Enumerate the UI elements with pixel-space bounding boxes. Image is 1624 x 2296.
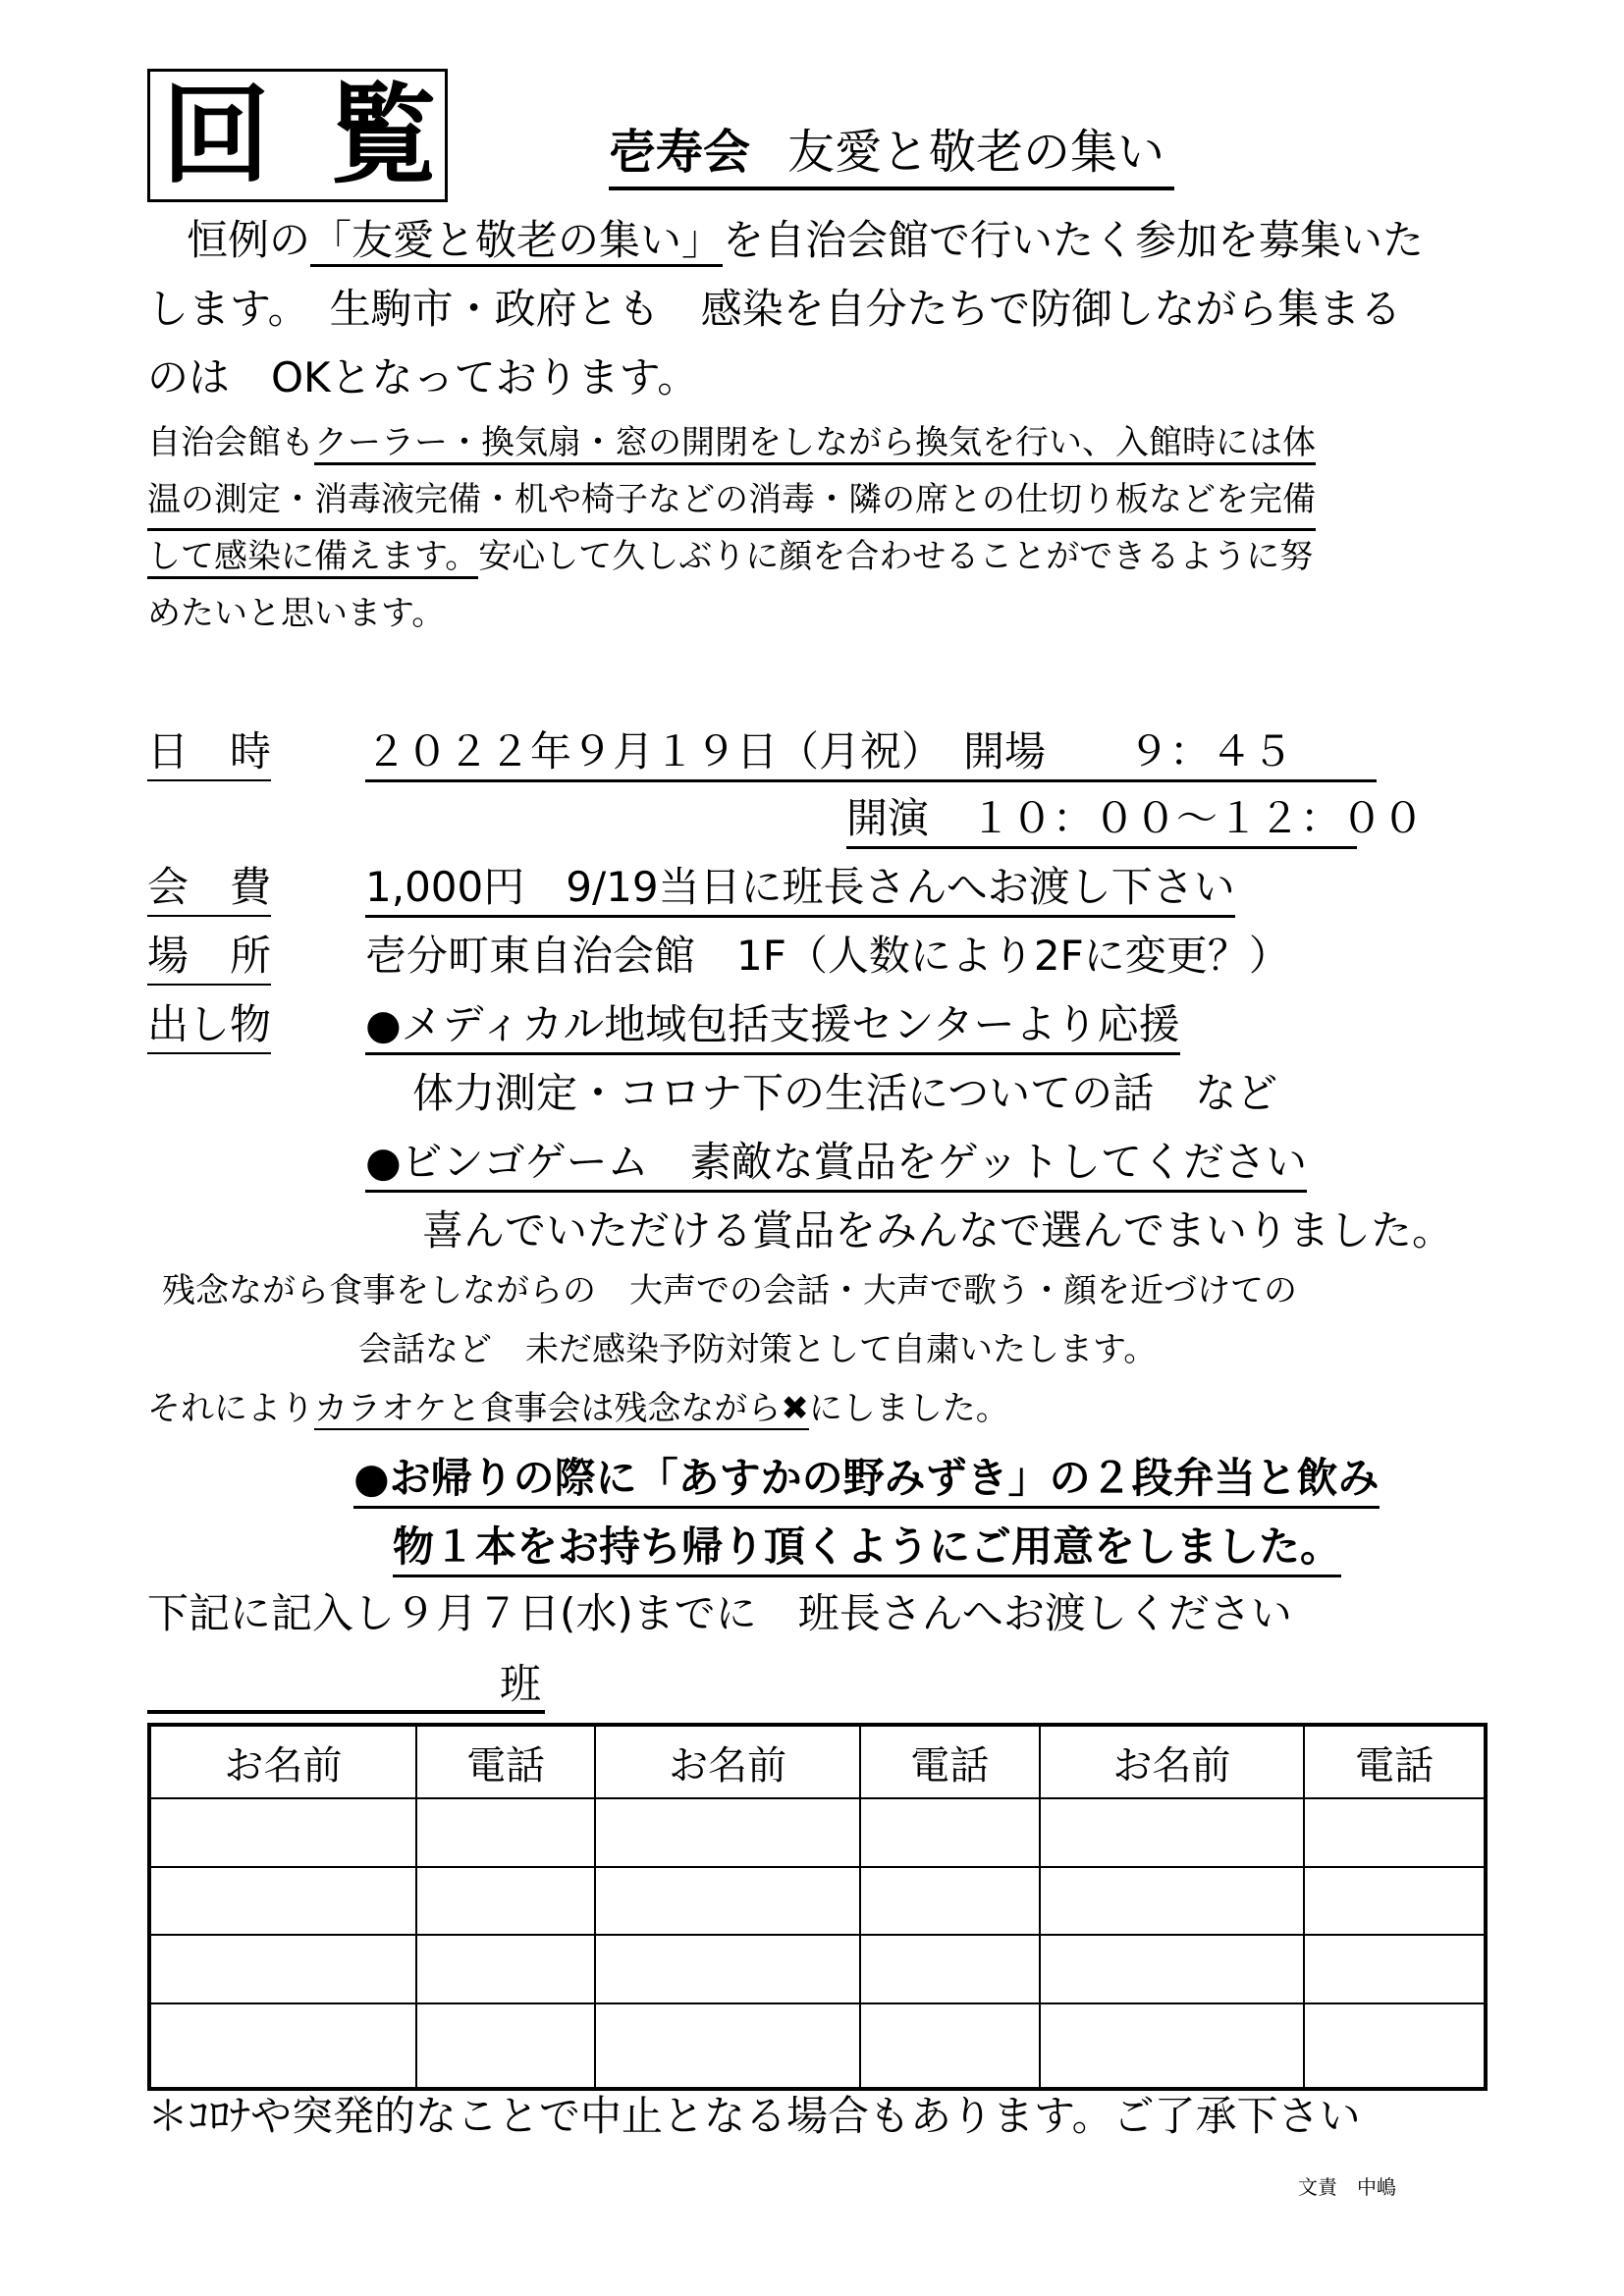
cell-phone[interactable] <box>416 1935 596 2003</box>
group-field[interactable] <box>147 1659 545 1714</box>
safety-line-3: して感染に備えます。安心して久しぶりに顔を合わせることができるように努 <box>147 528 1313 585</box>
cell-phone[interactable] <box>1304 1935 1486 2003</box>
cell-phone[interactable] <box>1304 1867 1486 1936</box>
safety-line-1: 自治会館もクーラー・換気扇・窓の開閉をしながら換気を行い、入館時には体 <box>147 414 1316 471</box>
header-name-1: お名前 <box>149 1725 416 1798</box>
program-item-2: ●ビンゴゲーム 素敵な賞品をゲットしてください <box>365 1135 1307 1193</box>
place-value: 壱分町東自治会館 1F（人数により2Fに変更？） <box>365 932 1290 980</box>
header-phone-2: 電話 <box>860 1725 1040 1798</box>
cell-name[interactable] <box>149 1935 416 2003</box>
fee-label: 会 費 <box>147 860 271 917</box>
safety-line-4: めたいと思います。 <box>147 594 446 633</box>
intro-line-3: のは OKとなっております。 <box>147 353 699 401</box>
org-name: 壱寿会 <box>609 125 751 180</box>
notice-line-1: 残念ながら食事をしながらの 大声での会話・大声で歌う・顔を近づけての <box>162 1271 1297 1310</box>
cell-name[interactable] <box>595 1867 860 1936</box>
cell-name[interactable] <box>149 1867 416 1936</box>
footer-note: ＊ｺﾛﾅや突発的なことで中止となる場合もあります。ご了承下さい <box>147 2092 1361 2140</box>
safety-line-2: 温の測定・消毒液完備・机や椅子などの消毒・隣の席との仕切り板などを完備 <box>147 471 1316 531</box>
bento-line-2: 物１本をお持ち帰り頂くようにご用意をしました。 <box>393 1520 1341 1577</box>
submit-instruction: 下記に記入し９月７日(水)までに 班長さんへお渡しください <box>147 1589 1292 1637</box>
intro-line-1: 恒例の「友愛と敬老の集い」を自治会館で行いたく参加を募集いた <box>187 206 1424 275</box>
cell-phone[interactable] <box>860 1798 1040 1867</box>
program-item-1-detail: 体力測定・コロナ下の生活についての話 など <box>412 1069 1278 1117</box>
cell-phone[interactable] <box>860 1867 1040 1936</box>
cell-name[interactable] <box>595 2003 860 2089</box>
cell-name[interactable] <box>1040 1935 1305 2003</box>
date-label: 日 時 <box>147 724 271 781</box>
circular-stamp: 回覧 <box>147 69 448 202</box>
date-value: ２０２２年９月１９日（月祝） 開場 ９：４５ <box>365 724 1377 782</box>
table-row <box>149 1867 1486 1936</box>
cell-phone[interactable] <box>1304 2003 1486 2089</box>
cell-phone[interactable] <box>1304 1798 1486 1867</box>
group-suffix: 班 <box>499 1660 541 1708</box>
fee-value: 1,000円 9/19当日に班長さんへお渡し下さい <box>365 860 1235 918</box>
table-row <box>149 2003 1486 2089</box>
program-label: 出し物 <box>147 997 271 1054</box>
cell-phone[interactable] <box>860 1935 1040 2003</box>
program-item-2-detail: 喜んでいただける賞品をみんなで選んでまいりました。 <box>422 1206 1454 1255</box>
page-title <box>609 118 1174 190</box>
participant-table <box>147 1723 1488 2091</box>
cell-name[interactable] <box>595 1798 860 1867</box>
notice-line-2: 会話など 未だ感染予防対策として自粛いたします。 <box>358 1330 1158 1369</box>
header-phone-1: 電話 <box>416 1725 596 1798</box>
table-header-row <box>149 1725 1486 1798</box>
cell-name[interactable] <box>1040 1798 1305 1867</box>
bento-line-1: ●お帰りの際に「あすかの野みずき」の２段弁当と飲み <box>353 1451 1380 1509</box>
cell-name[interactable] <box>1040 1867 1305 1936</box>
header-phone-3: 電話 <box>1304 1725 1486 1798</box>
intro-line-2: します。 生駒市・政府とも 感染を自分たちで防御しながら集まる <box>147 285 1402 333</box>
cell-phone[interactable] <box>416 1867 596 1936</box>
cell-phone[interactable] <box>416 2003 596 2089</box>
table-row <box>149 1935 1486 2003</box>
cell-name[interactable] <box>1040 2003 1305 2089</box>
cell-name[interactable] <box>149 1798 416 1867</box>
start-time-value: 開演 １０：００～１２：００ <box>846 791 1357 849</box>
cell-name[interactable] <box>595 1935 860 2003</box>
table-row <box>149 1798 1486 1867</box>
header-name-2: お名前 <box>595 1725 860 1798</box>
cell-phone[interactable] <box>860 2003 1040 2089</box>
cancelled-items: カラオケと食事会は残念ながら✖ <box>314 1389 809 1428</box>
program-item-1: ●メディカル地域包括支援センターより応援 <box>365 997 1180 1055</box>
cell-phone[interactable] <box>416 1798 596 1867</box>
event-name-underlined: 「友愛と敬老の集い」 <box>310 216 723 267</box>
place-label: 場 所 <box>147 929 271 986</box>
notice-line-3: それによりカラオケと食事会は残念ながら✖にしました。 <box>147 1389 1009 1428</box>
event-title: 友愛と敬老の集い <box>787 125 1165 180</box>
author-credit: 文責 中嶋 <box>1298 2175 1396 2199</box>
cell-name[interactable] <box>149 2003 416 2089</box>
header-name-3: お名前 <box>1040 1725 1305 1798</box>
